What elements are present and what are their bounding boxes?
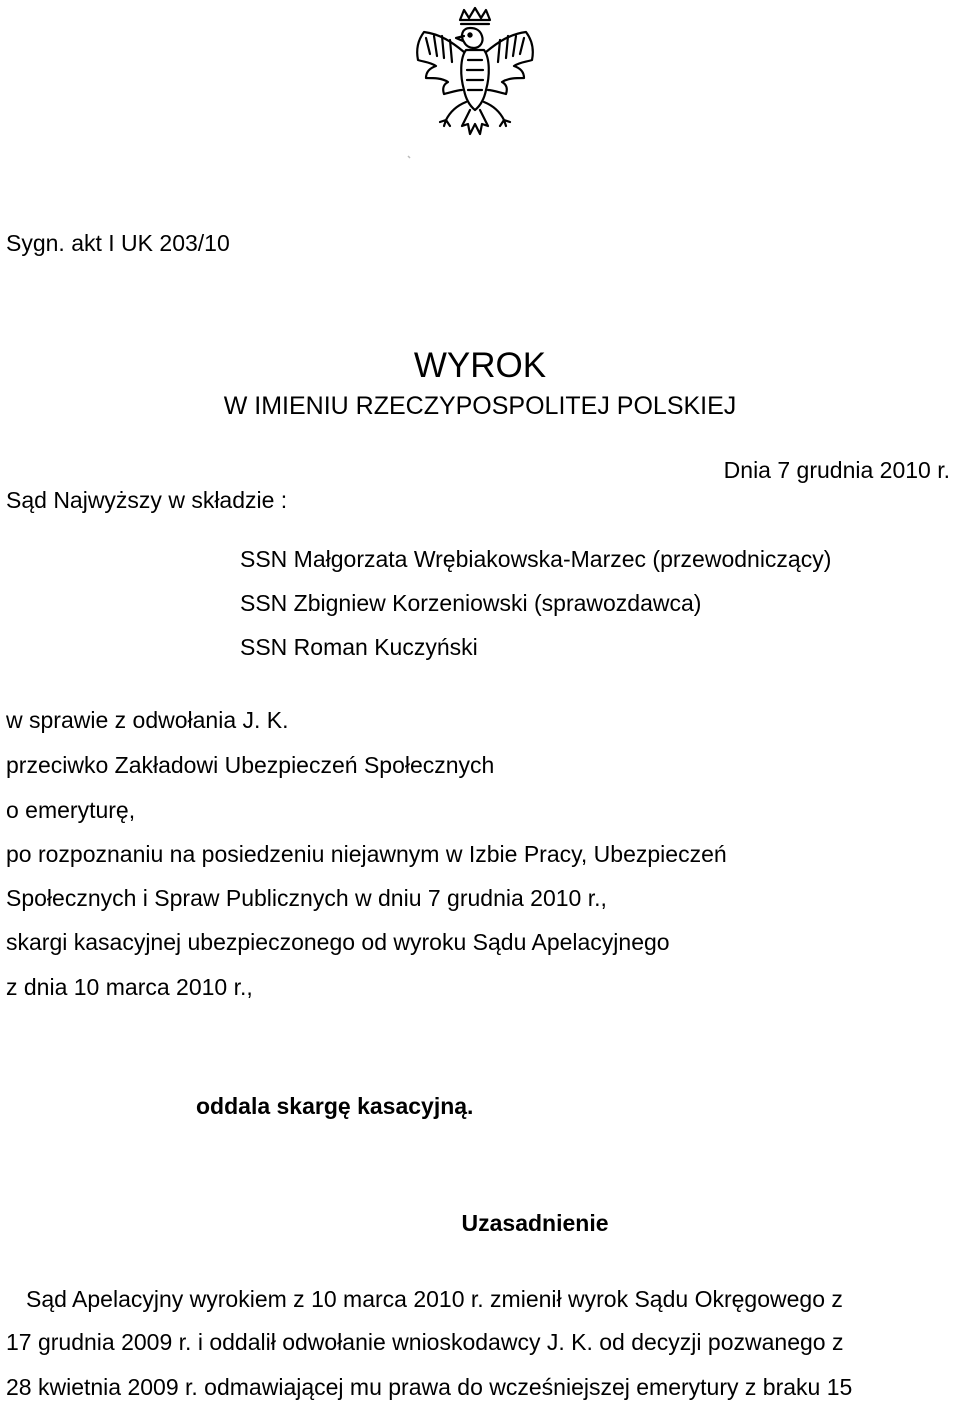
- case-line-chamber: Społecznych i Spraw Publicznych w dniu 7 grudnia 2010 r.,: [6, 885, 607, 911]
- judge-member: SSN Roman Kuczyński: [240, 634, 478, 660]
- case-line-hearing: po rozpoznaniu na posiedzeniu niejawnym w Izbie Pracy, Ubezpieczeń: [6, 841, 727, 867]
- justification-heading: Uzasadnienie: [461, 1210, 609, 1236]
- justification-line-2: 17 grudnia 2009 r. i oddalił odwołanie wnioskodawcy J. K. od decyzji pozwanego z: [6, 1329, 844, 1355]
- verdict-subtitle: W IMIENIU RZECZYPOSPOLITEJ POLSKIEJ: [223, 392, 737, 420]
- case-line-date: z dnia 10 marca 2010 r.,: [6, 974, 253, 1000]
- verdict-title: WYROK: [413, 346, 547, 385]
- case-line-subject: o emeryturę,: [6, 797, 136, 823]
- case-signature: Sygn. akt I UK 203/10: [6, 230, 230, 256]
- verdict-date: Dnia 7 grudnia 2010 r.: [723, 457, 950, 483]
- judge-presiding: SSN Małgorzata Wrębiakowska-Marzec (przewodniczący): [240, 546, 832, 572]
- polish-eagle-emblem-icon: [400, 6, 550, 162]
- case-line-cassation: skargi kasacyjnej ubezpieczonego od wyroku Sądu Apelacyjnego: [6, 929, 670, 955]
- verdict-ruling: oddala skargę kasacyjną.: [196, 1093, 474, 1119]
- justification-line-1: Sąd Apelacyjny wyrokiem z 10 marca 2010 r. zmienił wyrok Sądu Okręgowego z: [26, 1286, 843, 1312]
- case-line-appeal: w sprawie z odwołania J. K.: [6, 707, 289, 733]
- justification-line-3: 28 kwietnia 2009 r. odmawiającej mu prawa do wcześniejszej emerytury z braku 15: [6, 1374, 853, 1400]
- court-composition-label: Sąd Najwyższy w składzie :: [6, 487, 288, 513]
- judge-rapporteur: SSN Zbigniew Korzeniowski (sprawozdawca): [240, 590, 702, 616]
- case-line-against: przeciwko Zakładowi Ubezpieczeń Społecznych: [6, 752, 495, 778]
